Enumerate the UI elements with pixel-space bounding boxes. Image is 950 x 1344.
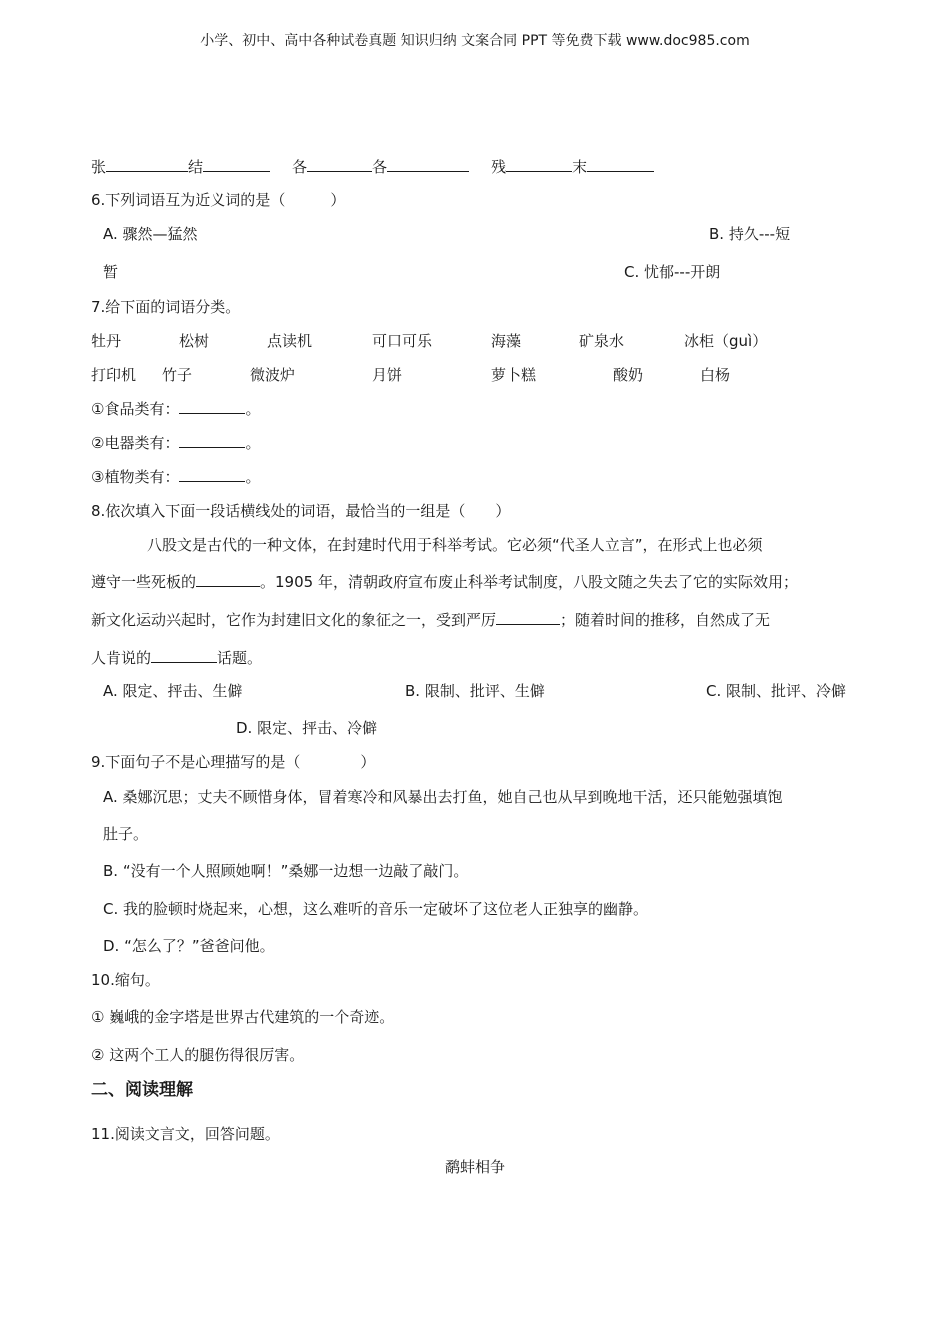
q8-passage-line: 八股文是古代的一种文体，在封建时代用于科举考试。它必须“代圣人立言”，在形式上也必须 (147, 536, 763, 554)
q7-word: 矿泉水 (579, 332, 625, 350)
sub-label: ②电器类有： (91, 434, 180, 452)
fill-char: 末 (572, 158, 588, 176)
q9-option-d: D. “怎么了？”爸爸问他。 (103, 937, 275, 955)
q7-word: 海藻 (491, 332, 522, 350)
q8-option-b: B. 限制、批评、生僻 (405, 682, 545, 700)
q7-word: 冰柜（guì） (684, 332, 768, 350)
q9-option-b: B. “没有一个人照顾她啊！”桑娜一边想一边敲了敲门。 (103, 862, 469, 880)
q7-word: 酸奶 (613, 366, 644, 384)
fill-char: 结 (188, 158, 204, 176)
q7-sub1 (91, 399, 260, 419)
blank (151, 648, 217, 663)
q8-option-c: C. 限制、批评、冷僻 (706, 682, 847, 700)
q7-word: 打印机 (91, 366, 137, 384)
q7-word: 可口可乐 (372, 332, 433, 350)
period: 。 (245, 468, 261, 486)
blank (506, 157, 572, 172)
q6-option-b-cont: 暂 (103, 263, 119, 281)
q7-word: 萝卜糕 (491, 366, 537, 384)
q10-stem: 10.缩句。 (91, 971, 160, 989)
period: 。 (245, 434, 261, 452)
q11-stem: 11.阅读文言文，回答问题。 (91, 1125, 280, 1143)
fill-char: 张 (91, 158, 107, 176)
q8-passage-line (91, 648, 262, 668)
q8-option-d: D. 限定、抨击、冷僻 (236, 719, 378, 737)
q7-sub3 (91, 467, 260, 487)
section-heading: 二、阅读理解 (91, 1080, 193, 1100)
q8-passage-line (91, 572, 798, 592)
blank (106, 157, 188, 172)
q11-title: 鹬蚌相争 (444, 1158, 505, 1176)
q9-option-a-cont: 肚子。 (103, 825, 149, 843)
q8-stem: 8.依次填入下面一段话横线处的词语，最恰当的一组是（ ） (91, 502, 511, 520)
q10-sentence-2: ② 这两个工人的腿伤得很厉害。 (91, 1046, 305, 1064)
q7-word: 点读机 (267, 332, 313, 350)
passage-text: 人肯说的 (91, 649, 152, 667)
q7-sub2 (91, 433, 260, 453)
blank (307, 157, 372, 172)
period: 。 (245, 400, 261, 418)
q9-stem: 9.下面句子不是心理描写的是（ ） (91, 753, 376, 771)
page-header: 小学、初中、高中各种试卷真题 知识归纳 文案合同 PPT 等免费下载 www.doc985.com (200, 33, 750, 49)
passage-text: 。1905 年，清朝政府宣布废止科举考试制度，八股文随之失去了它的实际效用； (260, 573, 798, 591)
fill-char: 残 (491, 158, 507, 176)
fill-char: 各 (292, 158, 308, 176)
blank (587, 157, 654, 172)
blank (179, 433, 245, 448)
blank (179, 399, 245, 414)
q7-word: 微波炉 (250, 366, 296, 384)
q6-option-b: B. 持久---短 (709, 225, 791, 243)
q7-stem: 7.给下面的词语分类。 (91, 298, 241, 316)
q7-word: 松树 (179, 332, 210, 350)
q9-option-a: A. 桑娜沉思；丈夫不顾惜身体，冒着寒冷和风暴出去打鱼，她自己也从早到晚地干活，还只能勉强填饱 (103, 788, 783, 806)
sub-label: ①食品类有： (91, 400, 180, 418)
passage-text: 新文化运动兴起时，它作为封建旧文化的象征之一，受到严厉 (91, 611, 497, 629)
q6-option-c: C. 忧郁---开朗 (624, 263, 721, 281)
fill-char: 各 (372, 158, 388, 176)
q10-sentence-1: ① 巍峨的金字塔是世界古代建筑的一个奇迹。 (91, 1008, 395, 1026)
q7-word: 竹子 (162, 366, 193, 384)
q9-option-c: C. 我的脸顿时烧起来，心想，这么难听的音乐一定破坏了这位老人正独享的幽静。 (103, 900, 649, 918)
q6-stem: 6.下列词语互为近义词的是（ ） (91, 191, 346, 209)
passage-text: 话题。 (217, 649, 263, 667)
passage-text: 遵守一些死板的 (91, 573, 197, 591)
q8-passage-line (91, 610, 770, 630)
q7-word: 白杨 (700, 366, 731, 384)
blank (179, 467, 245, 482)
q7-word: 月饼 (372, 366, 403, 384)
q5-fill-line (91, 157, 654, 177)
blank (203, 157, 270, 172)
q7-word: 牡丹 (91, 332, 122, 350)
q8-option-a: A. 限定、抨击、生僻 (103, 682, 243, 700)
blank (496, 610, 560, 625)
sub-label: ③植物类有： (91, 468, 180, 486)
q6-option-a: A. 骤然—猛然 (103, 225, 198, 243)
blank (387, 157, 469, 172)
blank (196, 572, 260, 587)
passage-text: ；随着时间的推移，自然成了无 (560, 611, 771, 629)
